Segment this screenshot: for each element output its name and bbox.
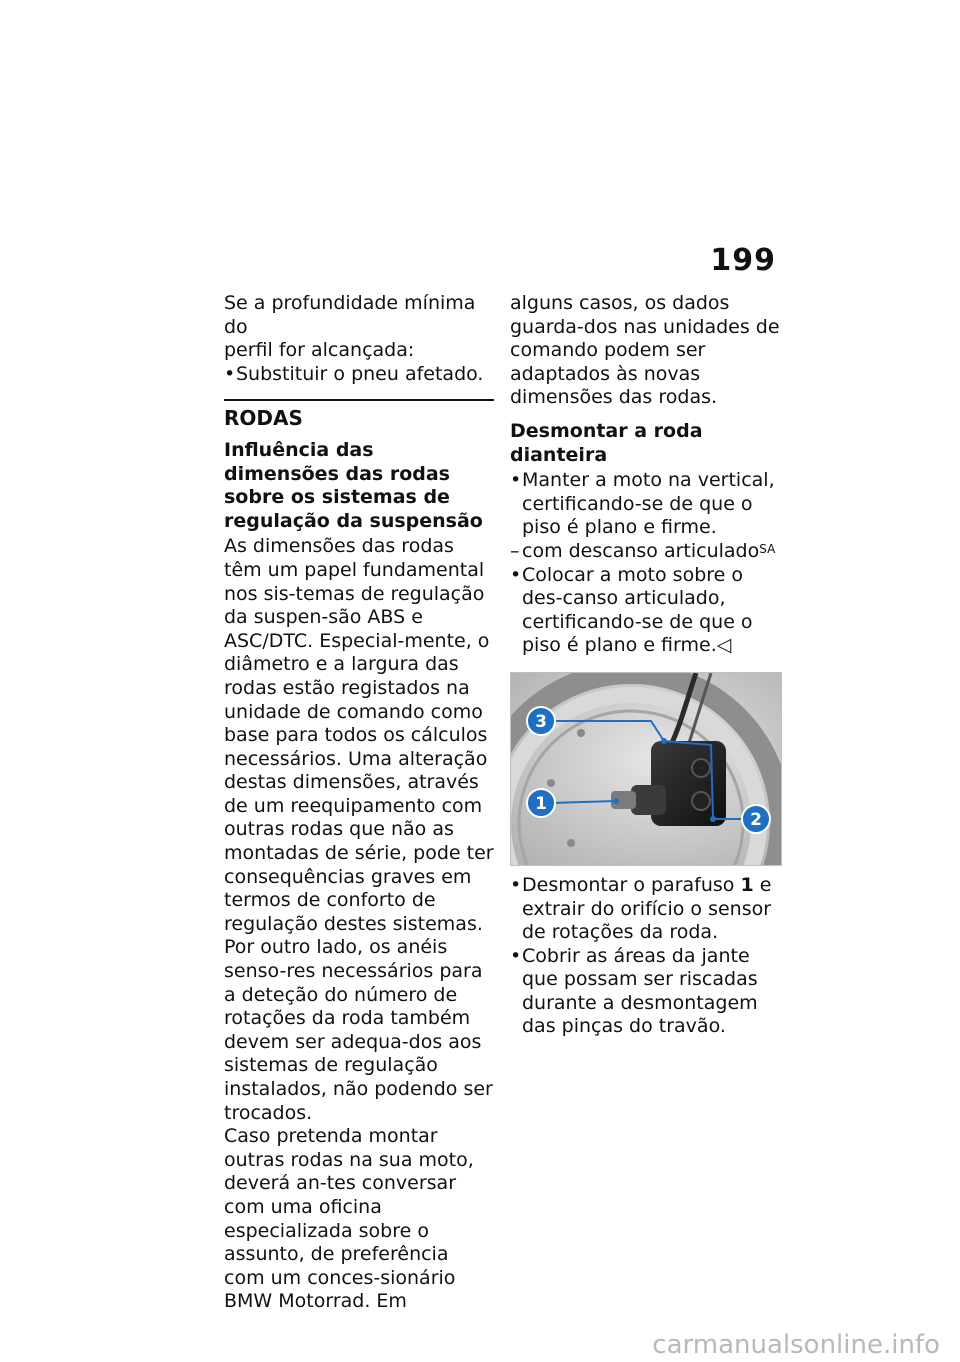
bullet-remove-screw-text-b: e extrair do orifício o sensor de rotações da roda. <box>522 873 772 944</box>
right-column <box>510 292 782 1039</box>
subsection-title: Influência das dimensões das rodas sobre os sistemas de regulação da suspensão <box>224 438 483 532</box>
left-column <box>224 292 494 1314</box>
callout-1 <box>527 789 555 817</box>
dash-option-stand <box>510 540 782 564</box>
brake-caliper-figure <box>510 672 782 866</box>
bullet-cover-rim: • Cobrir as áreas da jante que possam ser riscadas durante a desmontagem das pinças do travão. <box>510 945 782 1039</box>
section-divider <box>224 399 494 401</box>
paragraph-continued: alguns casos, os dados guarda-dos nas unidades de comando podem ser adaptados às novas dimensões das rodas. <box>510 292 780 409</box>
paragraph-2: Por outro lado, os anéis senso-res necessários para a deteção do número de rotações da roda também devem ser adequa-dos aos sistemas de regulação instalados, não podendo ser trocados. <box>224 936 493 1124</box>
procedure-heading: Desmontar a roda dianteira <box>510 419 703 466</box>
callout-2-label: 2 <box>750 809 762 830</box>
watermark: carmanualsonline.info <box>652 1330 940 1360</box>
intro-line-1: Se a profundidade mínima do <box>224 292 476 338</box>
callout-2 <box>742 805 770 833</box>
caliper-illustration <box>511 673 781 865</box>
bullet-place-on-stand: • Colocar a moto sobre o des-canso articulado, certificando-se de que o piso é plano e firme.◁ <box>510 564 782 658</box>
callout-3-label: 3 <box>535 711 547 732</box>
bullet-replace-tyre: • Substituir o pneu afetado. <box>224 363 494 387</box>
paragraph-3: Caso pretenda montar outras rodas na sua moto, deverá an-tes conversar com uma oficina especializada sobre o assunto, de preferência com um conces-sionário BMW Motorrad. Em <box>224 1125 474 1313</box>
page-number: 199 <box>710 243 776 278</box>
intro-line-2: perfil for alcançada: <box>224 339 415 362</box>
bullet-remove-screw-text-a: Desmontar o parafuso <box>522 873 741 896</box>
bullet-remove-screw <box>510 874 782 945</box>
bullet-keep-vertical: • Manter a moto na vertical, certificando-se de que o piso é plano e firme. <box>510 469 782 540</box>
paragraph-1: As dimensões das rodas têm um papel fundamental nos sis-temas de regulação da suspen-são ABS e ASC/DTC. Especial-mente, o diâmetro e a largura das rodas estão registados na unidade de comando como base para todos os cálculos necessários. Uma alteração destas dimensões, através de um reequipamento com outras rodas que não as montadas de série, pode ter consequências graves em termos de conforto de regulação destes sistemas. <box>224 535 494 935</box>
section-title: RODAS <box>224 406 303 431</box>
dash-option-text: com descanso articulado <box>522 539 760 562</box>
callout-1-label: 1 <box>535 793 547 814</box>
bullet-remove-screw-number: 1 <box>740 873 754 896</box>
sa-superscript: SA <box>759 541 776 556</box>
callout-3 <box>527 707 555 735</box>
